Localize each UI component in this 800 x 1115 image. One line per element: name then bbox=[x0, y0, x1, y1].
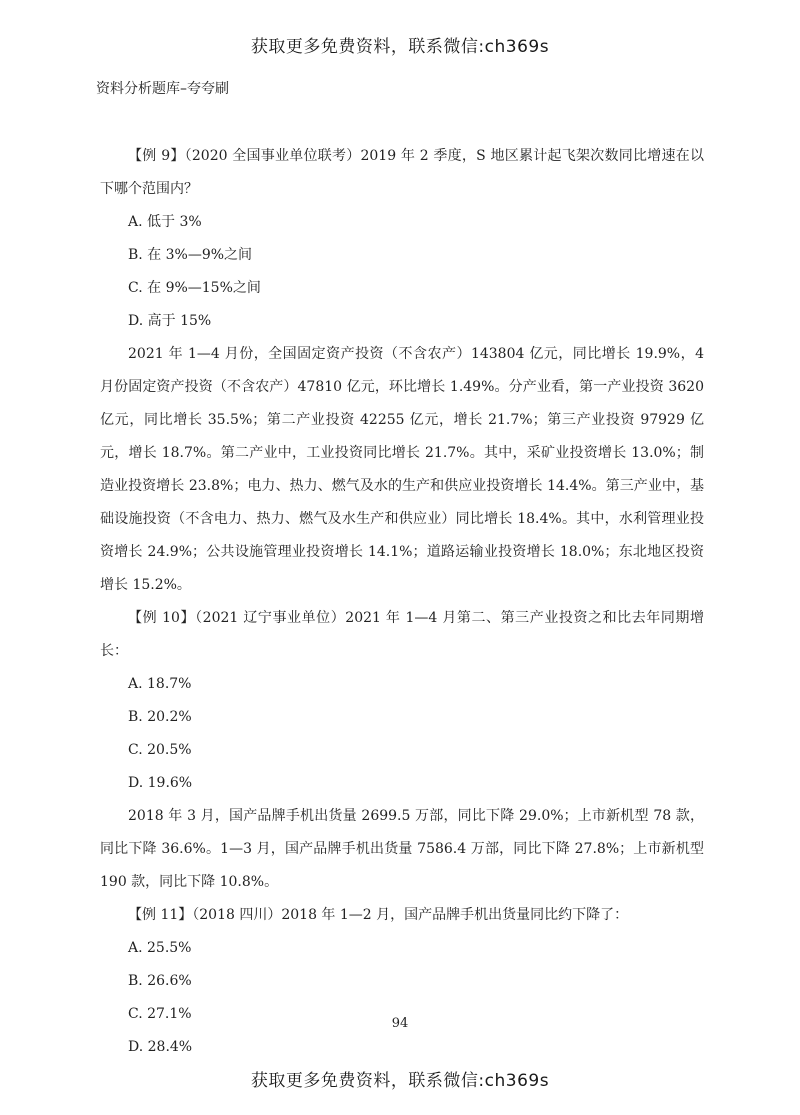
watermark-bottom: 获取更多免费资料，联系微信:ch369s bbox=[250, 1071, 550, 1091]
question-9-option-a: A. 低于 3% bbox=[128, 214, 202, 230]
question-10-option-a: A. 18.7% bbox=[128, 676, 192, 692]
question-10-stem: 【例 10】（2021 辽宁事业单位）2021 年 1—4 月第二、第三产业投资之和比去年同期增长： bbox=[100, 610, 704, 659]
page-subtitle: 资料分析题库–夸夸刷 bbox=[96, 81, 229, 97]
watermark-top: 获取更多免费资料，联系微信:ch369s bbox=[250, 37, 550, 57]
page-number: 94 bbox=[391, 1016, 409, 1031]
question-10-option-b: B. 20.2% bbox=[128, 709, 192, 725]
question-9-option-c: C. 在 9%—15%之间 bbox=[128, 280, 261, 296]
material-phone-shipments: 2018 年 3 月，国产品牌手机出货量 2699.5 万部，同比下降 29.0%；上市新机型 78 款，同比下降 36.6%。1—3 月，国产品牌手机出货量 7586.4 万部，同比下降 27.8%；上市新机型 190 款，同比下降 10.8%。 bbox=[100, 808, 704, 890]
question-11-option-b: B. 26.6% bbox=[128, 973, 192, 989]
material-investment: 2021 年 1—4 月份，全国固定资产投资（不含农产）143804 亿元，同比增长 19.9%，4 月份固定资产投资（不含农产）47810 亿元，环比增长 1.49%。分产业看，第一产业投资 3620 亿元，同比增长 35.5%；第二产业投资 42255 亿元，增长 21.7%；第三产业投资 97929 亿元，增长 18.7%。第二产业中，工业投资同比增长 21.7%。其中，采矿业投资增长 13.0%；制造业投资增长 23.8%；电力、热力、燃气及水的生产和供应业投资增长 14.4%。第三产业中，基础设施投资（不含电力、热力、燃气及水生产和供应业）同比增长 18.4%。其中，水利管理业投资增长 24.9%；公共设施管理业投资增长 14.1%；道路运输业投资增长 18.0%；东北地区投资增长 15.2%。 bbox=[100, 346, 704, 593]
question-10-option-d: D. 19.6% bbox=[128, 775, 193, 791]
question-10-option-c: C. 20.5% bbox=[128, 742, 192, 758]
question-11-option-d: D. 28.4% bbox=[128, 1039, 193, 1055]
question-11-option-c: C. 27.1% bbox=[128, 1006, 192, 1022]
document-body bbox=[100, 140, 704, 1064]
question-11-stem: 【例 11】（2018 四川）2018 年 1—2 月，国产品牌手机出货量同比约下降了： bbox=[128, 907, 629, 923]
question-9-stem: 【例 9】（2020 全国事业单位联考）2019 年 2 季度，S 地区累计起飞架次数同比增速在以下哪个范围内？ bbox=[100, 148, 704, 197]
question-11-option-a: A. 25.5% bbox=[128, 940, 192, 956]
question-9-option-b: B. 在 3%—9%之间 bbox=[128, 247, 253, 263]
question-9-option-d: D. 高于 15% bbox=[128, 313, 212, 329]
